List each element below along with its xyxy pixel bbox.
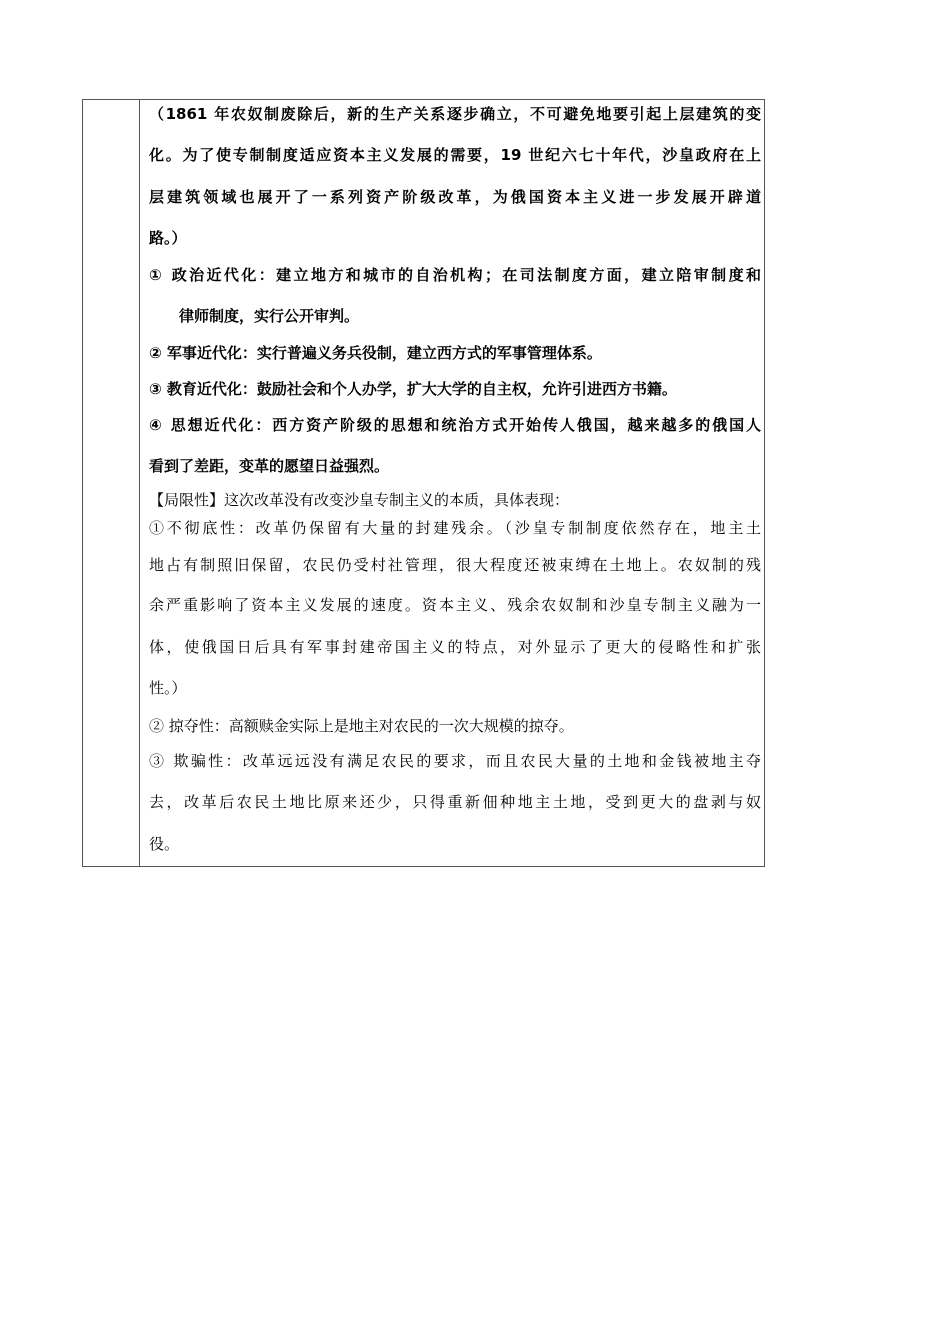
- table-left-column: [83, 100, 140, 866]
- intro-line-4: 路。）: [149, 229, 187, 247]
- content-table: [82, 99, 765, 867]
- thought-line-2: 看到了差距，变革的愿望日益强烈。: [149, 457, 390, 475]
- political-line-1: ① 政治近代化：建立地方和城市的自治机构；在司法制度方面，建立陪审制度和: [149, 266, 761, 284]
- limitation-2: ② 掠夺性：高额赎金实际上是地主对农民的一次大规模的掠夺。: [149, 717, 574, 735]
- intro-line-1: （1861 年农奴制废除后，新的生产关系逐步确立，不可避免地要引起上层建筑的变: [149, 105, 761, 123]
- military-item: ② 军事近代化：实行普遍义务兵役制，建立西方式的军事管理体系。: [149, 344, 602, 362]
- political-line-2: 律师制度，实行公开审判。: [179, 307, 360, 325]
- thought-line-1: ④ 思想近代化：西方资产阶级的思想和统治方式开始传人俄国，越来越多的俄国人: [149, 416, 761, 434]
- limitation-1-line-4: 体，使俄国日后具有军事封建帝国主义的特点，对外显示了更大的侵略性和扩张: [149, 638, 761, 656]
- intro-line-3: 层建筑领域也展开了一系列资产阶级改革，为俄国资本主义进一步发展开辟道: [149, 188, 761, 206]
- limitation-1-line-5: 性。）: [149, 679, 187, 697]
- intro-line-2: 化。为了使专制制度适应资本主义发展的需要，19 世纪六七十年代，沙皇政府在上: [149, 146, 761, 164]
- limitation-1-line-1: ①不彻底性：改革仍保留有大量的封建残余。（沙皇专制制度依然存在，地主土: [149, 519, 761, 537]
- limitation-3-line-3: 役。: [149, 835, 180, 853]
- limitation-1-line-2: 地占有制照旧保留，农民仍受村社管理，很大程度还被束缚在土地上。农奴制的残: [149, 556, 761, 574]
- limitation-3-line-2: 去，改革后农民土地比原来还少，只得重新佃种地主土地，受到更大的盘剥与奴: [149, 793, 761, 811]
- limitation-1-line-3: 余严重影响了资本主义发展的速度。资本主义、残余农奴制和沙皇专制主义融为一: [149, 596, 761, 614]
- education-item: ③ 教育近代化：鼓励社会和个人办学，扩大大学的自主权，允许引进西方书籍。: [149, 380, 677, 398]
- limitations-heading: 【局限性】这次改革没有改变沙皇专制主义的本质，具体表现：: [149, 491, 570, 509]
- limitation-3-line-1: ③ 欺骗性：改革远远没有满足农民的要求，而且农民大量的土地和金钱被地主夺: [149, 752, 761, 770]
